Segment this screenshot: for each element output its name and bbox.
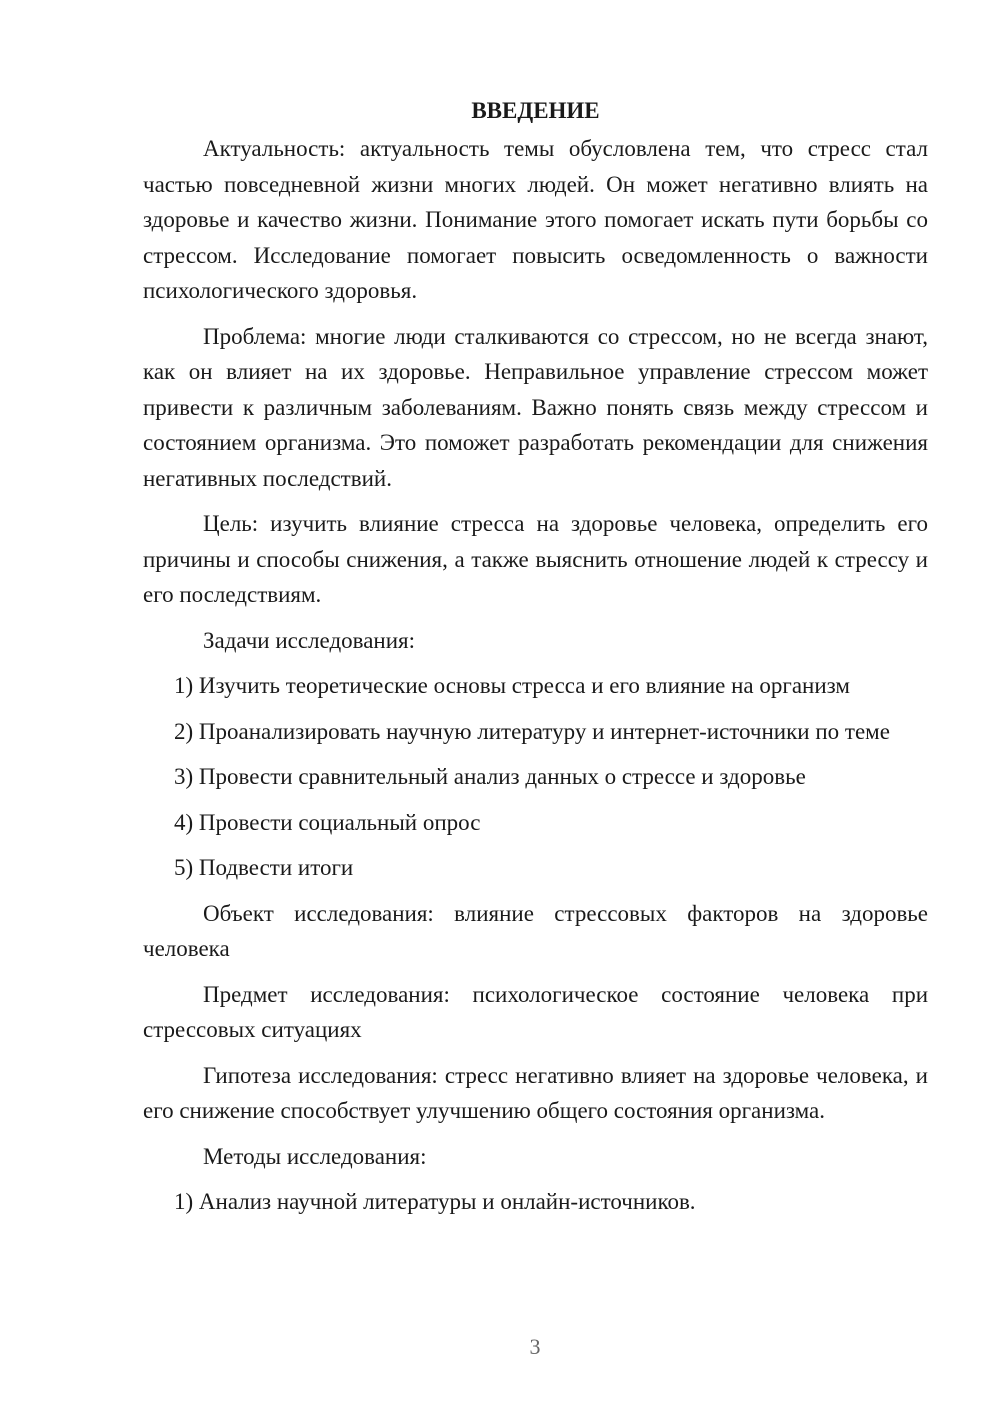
task-item-5: 5) Подвести итоги [174,855,354,880]
methods-heading: Методы исследования: [203,1143,427,1169]
goal-paragraph: Цель: изучить влияние стресса на здоровье человека, определить его причины и способы снижения, а также выяснить отношение людей к стрессу и его последствиям. [143,511,928,607]
method-item-1: 1) Анализ научной литературы и онлайн-источников. [174,1189,696,1214]
task-item-1: 1) Изучить теоретические основы стресса и его влияние на организм [174,673,850,698]
hypothesis-paragraph: Гипотеза исследования: стресс негативно влияет на здоровье человека, и его снижение способствует улучшению общего состояния организма. [143,1062,928,1123]
task-item-3: 3) Провести сравнительный анализ данных о стрессе и здоровье [174,764,806,789]
subject-paragraph: Предмет исследования: психологическое состояние человека при стрессовых ситуациях [143,981,928,1042]
tasks-heading: Задачи исследования: [203,627,416,653]
section-heading: ВВЕДЕНИЕ [471,98,600,123]
relevance-paragraph: Актуальность: актуальность темы обусловлена тем, что стресс стал частью повседневной жизни многих людей. Он может негативно влиять на здоровье и качество жизни. Понимание этого помогает искать пути борьбы со стрессом. Исследование помогает повысить осведомленность о важности психологического здоровья. [143,136,928,303]
task-item-2: 2) Проанализировать научную литературу и интернет-источники по теме [174,718,890,744]
page-number: 3 [529,1334,541,1359]
problem-paragraph: Проблема: многие люди сталкиваются со стрессом, но не всегда знают, как он влияет на их здоровье. Неправильное управление стрессом может привести к различным заболеваниям. Важно понять связь между стрессом и состоянием организма. Это поможет разработать рекомендации для снижения негативных последствий. [143,323,928,491]
task-item-4: 4) Провести социальный опрос [174,809,481,835]
page-content [143,96,928,1220]
object-paragraph: Объект исследования: влияние стрессовых факторов на здоровье человека [143,900,928,961]
